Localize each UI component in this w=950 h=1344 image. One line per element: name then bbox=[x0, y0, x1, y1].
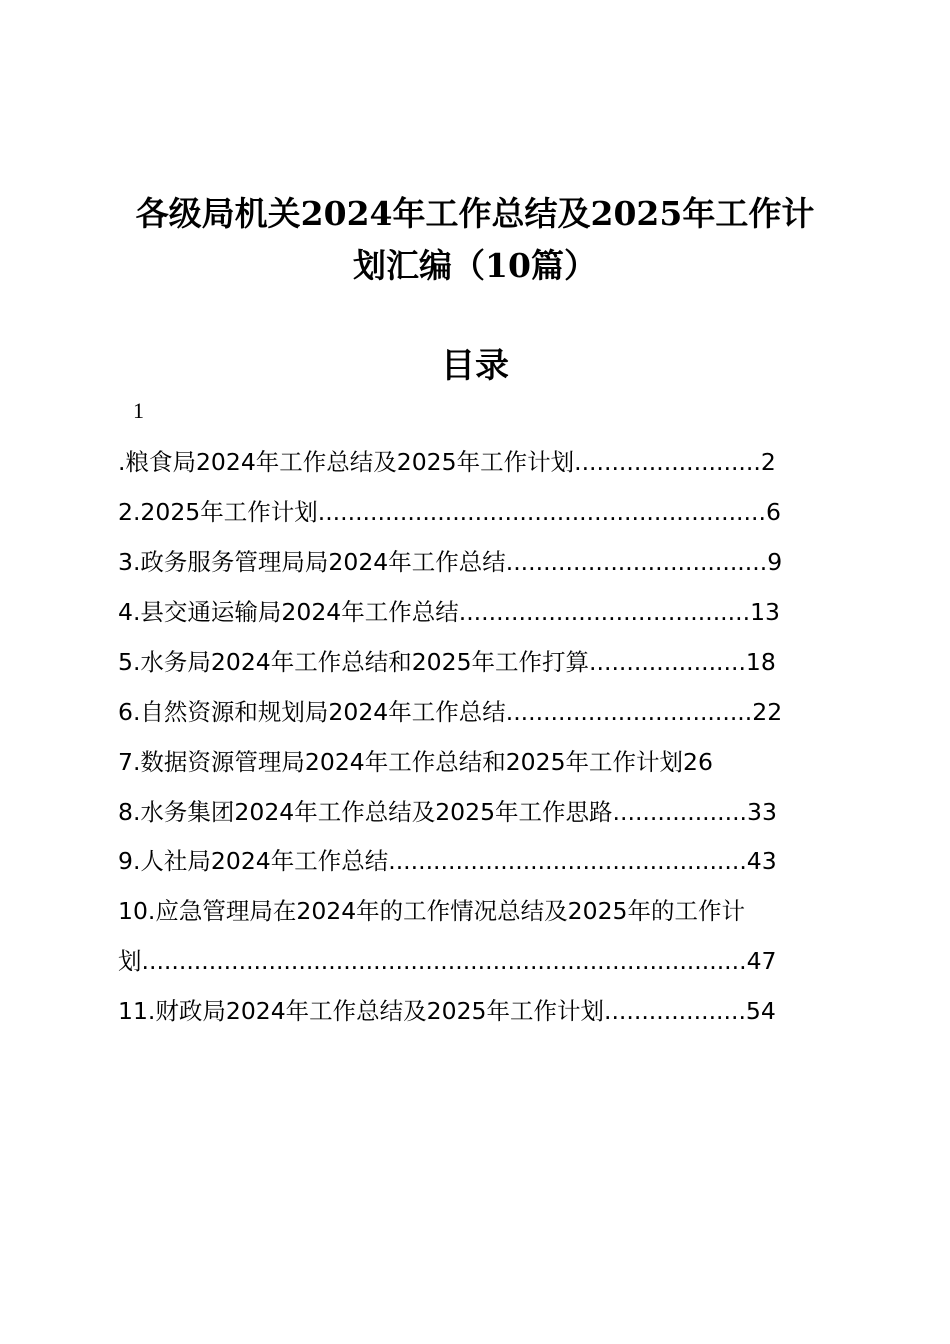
toc-entry-title: 9.人社局2024年工作总结 bbox=[118, 847, 389, 875]
toc-entry[interactable] bbox=[118, 447, 782, 477]
toc-leader-dots: ................................... bbox=[505, 548, 768, 576]
toc-entry-title: 3.政务服务管理局局2024年工作总结 bbox=[118, 548, 506, 576]
toc-entry-title: 7.数据资源管理局2024年工作总结和2025年工作计划26 bbox=[118, 748, 713, 776]
toc-entry[interactable] bbox=[118, 697, 782, 727]
toc-entry[interactable] bbox=[118, 797, 782, 827]
toc-entry-page: 13 bbox=[750, 598, 780, 626]
toc-leader-dots: ..................... bbox=[589, 648, 746, 676]
toc-entry[interactable] bbox=[118, 647, 782, 677]
toc-entry-title: 划 bbox=[118, 947, 142, 975]
toc-entry-title: 11.财政局2024年工作总结及2025年工作计划 bbox=[118, 997, 604, 1025]
toc-leader-dots: ....................................... bbox=[458, 598, 751, 626]
document-title-line-2: 划汇编（10篇） bbox=[353, 246, 597, 285]
toc-entry-title: 8.水务集团2024年工作总结及2025年工作思路 bbox=[118, 798, 613, 826]
toc-entry-page: 9 bbox=[767, 548, 782, 576]
toc-entry-page: 6 bbox=[765, 498, 781, 526]
document-title-line-1: 各级局机关2024年工作总结及2025年工作计 bbox=[135, 194, 815, 233]
toc-leader-dots: ................................................ bbox=[388, 847, 747, 875]
toc-entry-title: 10.应急管理局在2024年的工作情况总结及2025年的工作计 bbox=[118, 897, 745, 925]
toc-leader-dots: ................................................................................. bbox=[141, 947, 747, 975]
toc-entry[interactable] bbox=[118, 747, 838, 777]
toc-entry-page: 18 bbox=[745, 648, 776, 676]
toc-entry[interactable] bbox=[118, 497, 782, 527]
toc-entry-title: 2.2025年工作计划 bbox=[118, 498, 318, 526]
toc-entry-title: 6.自然资源和规划局2024年工作总结 bbox=[118, 698, 506, 726]
toc-leader-dots: ................................. bbox=[505, 698, 753, 726]
toc-entry-page: 33 bbox=[747, 798, 777, 826]
toc-leader-dots: ......................... bbox=[574, 448, 761, 476]
toc-leader-dots: ............................................................ bbox=[317, 498, 766, 526]
toc-entry-page: 47 bbox=[746, 947, 777, 975]
toc-entry-title: 4.县交通运输局2024年工作总结 bbox=[118, 598, 459, 626]
toc-entry-title: 5.水务局2024年工作总结和2025年工作打算 bbox=[118, 648, 590, 676]
toc-leader-dots: ................... bbox=[603, 997, 746, 1025]
toc-entry-page: 43 bbox=[746, 847, 777, 875]
toc-entry[interactable] bbox=[118, 896, 838, 926]
toc-entry-page: 2 bbox=[760, 448, 776, 476]
stray-number: 1 bbox=[133, 398, 144, 423]
toc-entry-title: .粮食局2024年工作总结及2025年工作计划 bbox=[118, 448, 575, 476]
toc-heading: 目录 bbox=[441, 346, 509, 386]
toc-entry[interactable] bbox=[118, 547, 782, 577]
toc-entry-continued[interactable] bbox=[118, 946, 782, 976]
toc-entry-page: 54 bbox=[745, 997, 776, 1025]
toc-leader-dots: .................. bbox=[612, 798, 748, 826]
toc-entry-page: 22 bbox=[752, 698, 782, 726]
toc-entry[interactable] bbox=[118, 996, 782, 1026]
toc-entry[interactable] bbox=[118, 597, 782, 627]
toc-entry[interactable] bbox=[118, 846, 782, 876]
